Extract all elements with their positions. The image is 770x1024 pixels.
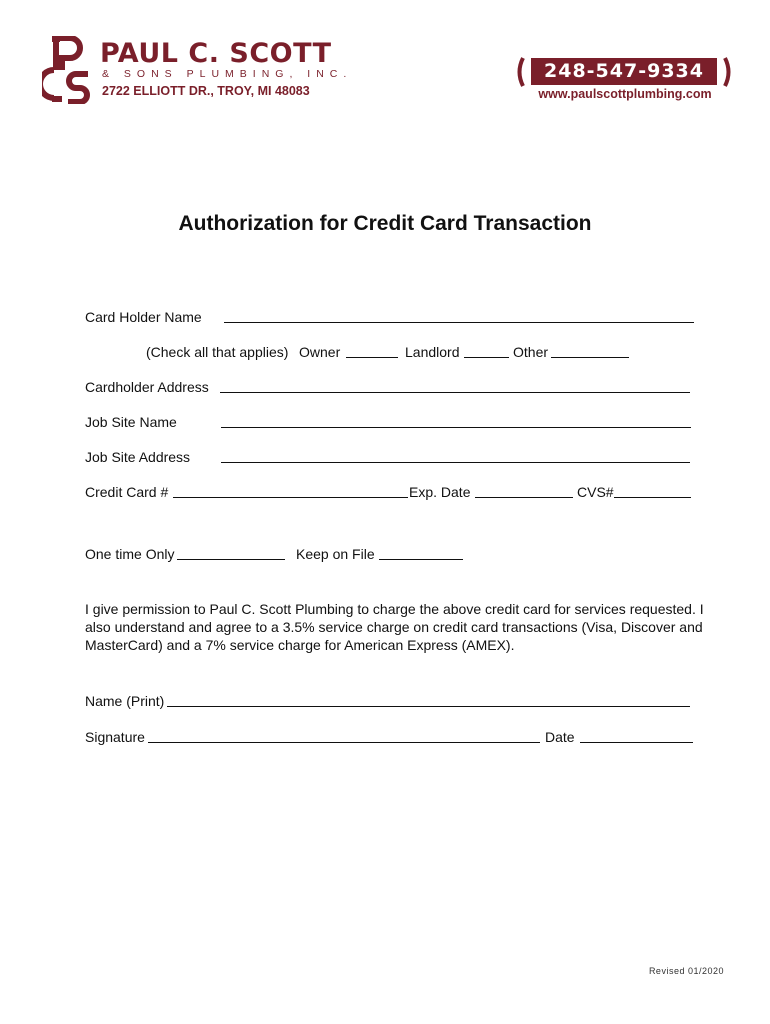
revised-date: Revised 01/2020 — [648, 966, 724, 976]
cardholder-address-label: Cardholder Address — [85, 379, 209, 395]
landlord-field[interactable] — [464, 343, 509, 363]
card-holder-name-label: Card Holder Name — [85, 309, 202, 325]
phone-number: 248-547-9334 — [531, 58, 717, 85]
cvs-field[interactable] — [614, 483, 691, 503]
card-holder-name-field[interactable] — [224, 308, 694, 328]
exp-date-label: Exp. Date — [409, 484, 471, 500]
other-label: Other — [513, 344, 549, 360]
job-site-name-label: Job Site Name — [85, 414, 177, 430]
job-site-address-field[interactable] — [221, 448, 690, 468]
job-site-address-label: Job Site Address — [85, 449, 191, 465]
credit-card-label: Credit Card # — [85, 484, 169, 500]
date-label: Date — [545, 729, 575, 745]
other-field[interactable] — [551, 343, 629, 363]
job-site-name-field[interactable] — [221, 413, 691, 433]
name-print-field[interactable] — [167, 692, 690, 712]
company-subtitle: & SONS PLUMBING, INC. — [102, 68, 353, 80]
date-field[interactable] — [580, 728, 693, 748]
cvs-label: CVS# — [577, 484, 614, 500]
company-name: PAUL C. SCOTT — [100, 38, 332, 69]
signature-label: Signature — [85, 729, 145, 745]
keep-on-file-field[interactable] — [379, 545, 463, 565]
company-address: 2722 ELLIOTT DR., TROY, MI 48083 — [102, 84, 310, 98]
cardholder-address-field[interactable] — [220, 378, 690, 398]
landlord-label: Landlord — [405, 344, 460, 360]
keep-on-file-label: Keep on File — [296, 546, 375, 562]
form-title: Authorization for Credit Card Transaction — [178, 212, 592, 235]
signature-field[interactable] — [148, 728, 540, 748]
credit-card-field[interactable] — [173, 483, 408, 503]
owner-label: Owner — [299, 344, 341, 360]
one-time-only-label: One time Only — [85, 546, 175, 562]
pcs-pipe-logo-icon — [42, 36, 94, 104]
owner-field[interactable] — [346, 343, 398, 363]
exp-date-field[interactable] — [475, 483, 573, 503]
website-link[interactable]: www.paulscottplumbing.com — [538, 87, 712, 101]
check-all-label: (Check all that applies) — [146, 344, 289, 360]
permission-paragraph: I give permission to Paul C. Scott Plumbing to charge the above credit card for services requested. I also understand and agree to a 3.5% service charge on credit card transactions (Visa, Discover and MasterCard) and a 7% service charge for American Express (AMEX). — [85, 601, 704, 653]
name-print-label: Name (Print) — [85, 693, 165, 709]
one-time-only-field[interactable] — [177, 545, 285, 565]
